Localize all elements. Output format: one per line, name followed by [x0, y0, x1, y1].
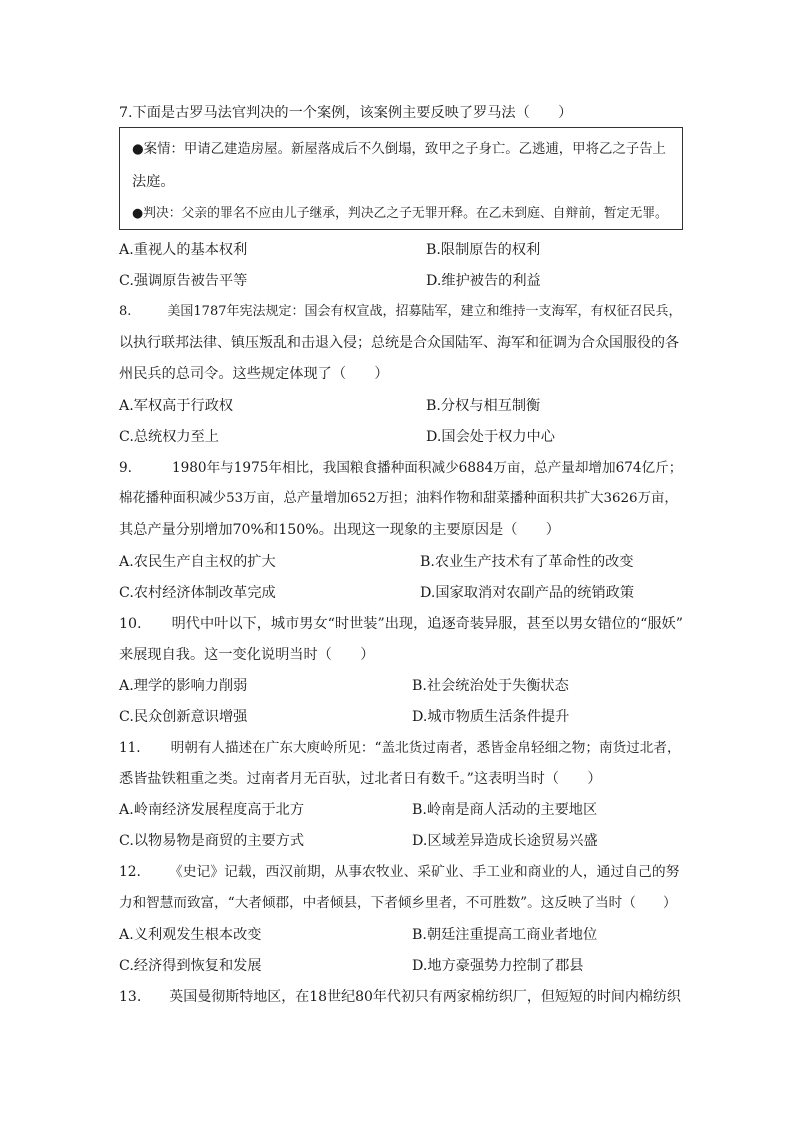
verdict-line: ●判决：父亲的罪名不应由儿子继承，判决乙之子无罪开释。在乙未到庭、自辩前，暂定无罪。 — [132, 206, 668, 221]
q8-option-b: B.分权与相互制衡 — [426, 398, 541, 414]
q12-option-b: B.朝廷注重提高工商业者地位 — [412, 927, 598, 943]
question-7-stem: 7.下面是古罗马法官判决的一个案例，该案例主要反映了罗马法（ ） — [119, 105, 573, 121]
question-9-number: 9. — [119, 460, 132, 476]
question-10-text-1: 明代中叶以下，城市男女“时世装”出现，追逐奇装异服，甚至以男女错位的“服妖” — [171, 616, 683, 632]
question-12-number: 12. — [119, 864, 141, 880]
q10-option-a: A.理学的影响力削弱 — [119, 678, 248, 694]
q7-option-c: C.强调原告被告平等 — [119, 273, 248, 289]
question-8-line-2: 以执行联邦法律、镇压叛乱和击退入侵；总统是合众国陆军、海军和征调为合众国服役的各 — [119, 335, 679, 351]
question-12-text-1: 《史记》记载，西汉前期，从事农牧业、采矿业、手工业和商业的人，通过自己的努 — [168, 864, 680, 880]
q7-option-b: B.限制原告的权利 — [426, 242, 541, 258]
case-line-2: 法庭。 — [132, 174, 175, 190]
question-13-text-1: 英国曼彻斯特地区，在18世纪80年代初只有两家棉纺织厂，但短短的时间内棉纺织 — [169, 989, 681, 1005]
q11-option-d: D.区域差异造成长途贸易兴盛 — [412, 833, 598, 849]
question-9-line-1 — [119, 458, 684, 478]
question-8-text-1: 美国1787年宪法规定：国会有权宣战，招募陆军，建立和维持一支海军，有权征召民兵， — [167, 304, 682, 319]
q12-option-a: A.义利观发生根本改变 — [119, 927, 262, 943]
question-13-number: 13. — [119, 989, 142, 1005]
question-12-line-2: 力和智慧而致富，“大者倾郡，中者倾县，下者倾乡里者，不可胜数”。这反映了当时（ ） — [119, 895, 677, 911]
question-12-line-1 — [119, 862, 684, 882]
q9-option-b: B.农业生产技术有了革命性的改变 — [420, 554, 634, 570]
q7-option-a: A.重视人的基本权利 — [119, 242, 248, 258]
q9-option-d: D.国家取消对农副产品的统销政策 — [420, 585, 635, 601]
q10-option-b: B.社会统治处于失衡状态 — [412, 678, 569, 694]
question-9-text-1: 1980年与1975年相比，我国粮食播种面积减少6884万亩，总产量却增加674亿斤； — [171, 460, 683, 476]
question-10-line-2: 来展现自我。这一变化说明当时（ ） — [119, 647, 375, 663]
question-8-number: 8. — [119, 304, 132, 319]
question-8-line-1 — [119, 302, 684, 322]
q7-option-d: D.维护被告的利益 — [426, 273, 541, 289]
question-13-line-1 — [119, 987, 684, 1007]
q12-option-d: D.地方豪强势力控制了郡县 — [412, 958, 584, 974]
q11-option-b: B.岭南是商人活动的主要地区 — [412, 802, 598, 818]
q10-option-d: D.城市物质生活条件提升 — [412, 709, 570, 725]
question-11-line-1 — [119, 738, 684, 758]
q12-option-c: C.经济得到恢复和发展 — [119, 958, 262, 974]
question-10-line-1 — [119, 614, 684, 634]
q8-option-c: C.总统权力至上 — [119, 429, 219, 445]
q9-option-c: C.农村经济体制改革完成 — [119, 585, 276, 601]
q9-option-a: A.农民生产自主权的扩大 — [119, 554, 276, 570]
q11-option-a: A.岭南经济发展程度高于北方 — [119, 802, 305, 818]
question-11-text-1: 明朝有人描述在广东大庾岭所见：“盖北货过南者，悉皆金帛轻细之物；南货过北者， — [170, 740, 681, 756]
q10-option-c: C.民众创新意识增强 — [119, 709, 248, 725]
question-11-number: 11. — [119, 740, 141, 756]
question-9-line-2: 棉花播种面积减少53万亩，总产量增加652万担；油料作物和甜菜播种面积共扩大3626万亩， — [119, 491, 678, 506]
q8-option-d: D.国会处于权力中心 — [426, 429, 555, 445]
question-11-line-2: 悉皆盐铁粗重之类。过南者月无百驮，过北者日有数千。”这表明当时（ ） — [119, 771, 602, 787]
q11-option-c: C.以物易物是商贸的主要方式 — [119, 833, 305, 849]
question-9-line-3: 其总产量分别增加70%和150%。出现这一现象的主要原因是（ ） — [119, 522, 560, 538]
case-line-1: ●案情：甲请乙建造房屋。新屋落成后不久倒塌，致甲之子身亡。乙逃逋，甲将乙之子告上 — [132, 142, 666, 157]
question-8-line-3: 州民兵的总司令。这些规定体现了（ ） — [119, 366, 389, 382]
question-10-number: 10. — [119, 616, 142, 632]
q8-option-a: A.军权高于行政权 — [119, 398, 234, 414]
question-7-case-box — [119, 127, 683, 230]
